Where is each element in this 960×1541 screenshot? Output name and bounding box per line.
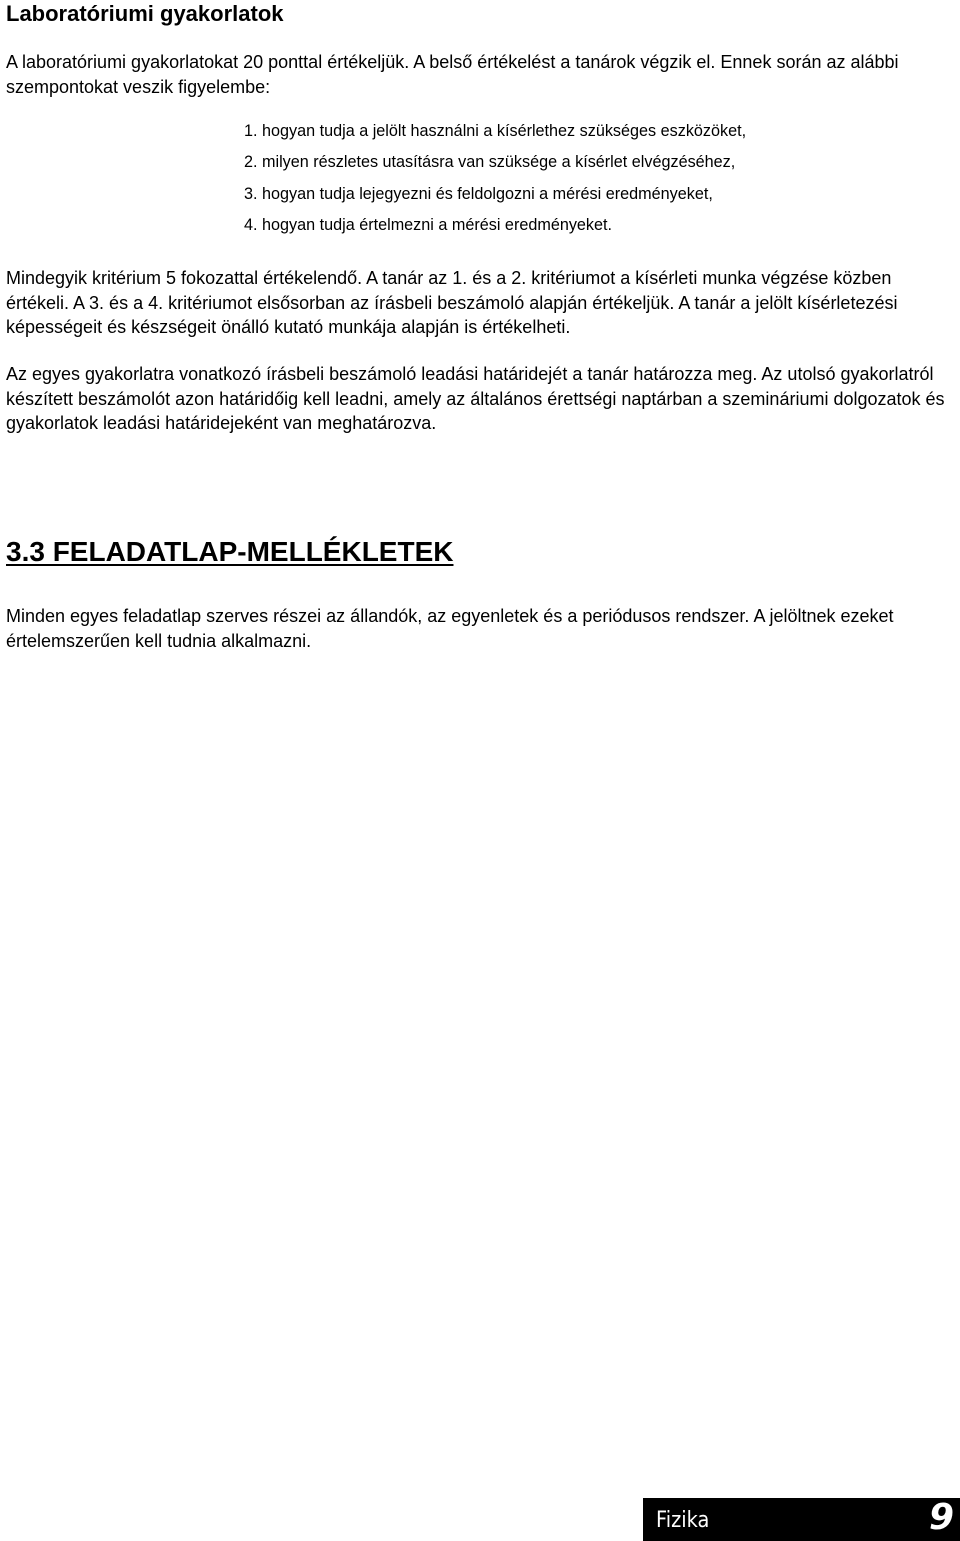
criteria-item: 4. hogyan tudja értelmezni a mérési eredményeket. (244, 215, 613, 234)
deadline-paragraph: Az egyes gyakorlatra vonatkozó írásbeli beszámoló leadási határidejét a tanár határozza meg. Az utolsó gyakorlatról készített beszámolót azon határidőig kell leadni, amely az általános érettségi naptárban a szemináriumi dolgozatok és gyakorlatok leadási határidejeként van meghatározva. (6, 364, 945, 433)
footer-badge (643, 1498, 960, 1541)
worksheet-paragraph: Minden egyes feladatlap szerves részei az állandók, az egyenletek és a periódusos rendszer. A jelöltnek ezeket értelemszerűen kell tudnia alkalmazni. (6, 606, 894, 651)
intro-paragraph: A laboratóriumi gyakorlatokat 20 ponttal értékeljük. A belső értékelést a tanárok végzik el. Ennek során az alábbi szempontokat veszik figyelembe: (6, 52, 899, 97)
grading-paragraph: Mindegyik kritérium 5 fokozattal értékelendő. A tanár az 1. és a 2. kritériumot a kísérleti munka végzése közben értékeli. A 3. és a 4. kritériumot elsősorban az írásbeli beszámoló alapján értékeljük. A tanár a jelölt kísérletezési képességeit és készségeit önálló kutató munkája alapján is értékelheti. (6, 268, 898, 337)
section-heading: 3.3 FELADATLAP-MELLÉKLETEK (6, 536, 454, 567)
page-number: 9 (928, 1497, 954, 1538)
criteria-list (244, 116, 746, 241)
criteria-item: 2. milyen részletes utasításra van szüksége a kísérlet elvégzéséhez, (244, 153, 736, 172)
footer-subject: Fizika (656, 1508, 710, 1533)
criteria-item: 3. hogyan tudja lejegyezni és feldolgozni a mérési eredményeket, (244, 184, 713, 203)
criteria-item: 1. hogyan tudja a jelölt használni a kísérlethez szükséges eszközöket, (244, 122, 747, 140)
page-title: Laboratóriumi gyakorlatok (6, 1, 284, 26)
